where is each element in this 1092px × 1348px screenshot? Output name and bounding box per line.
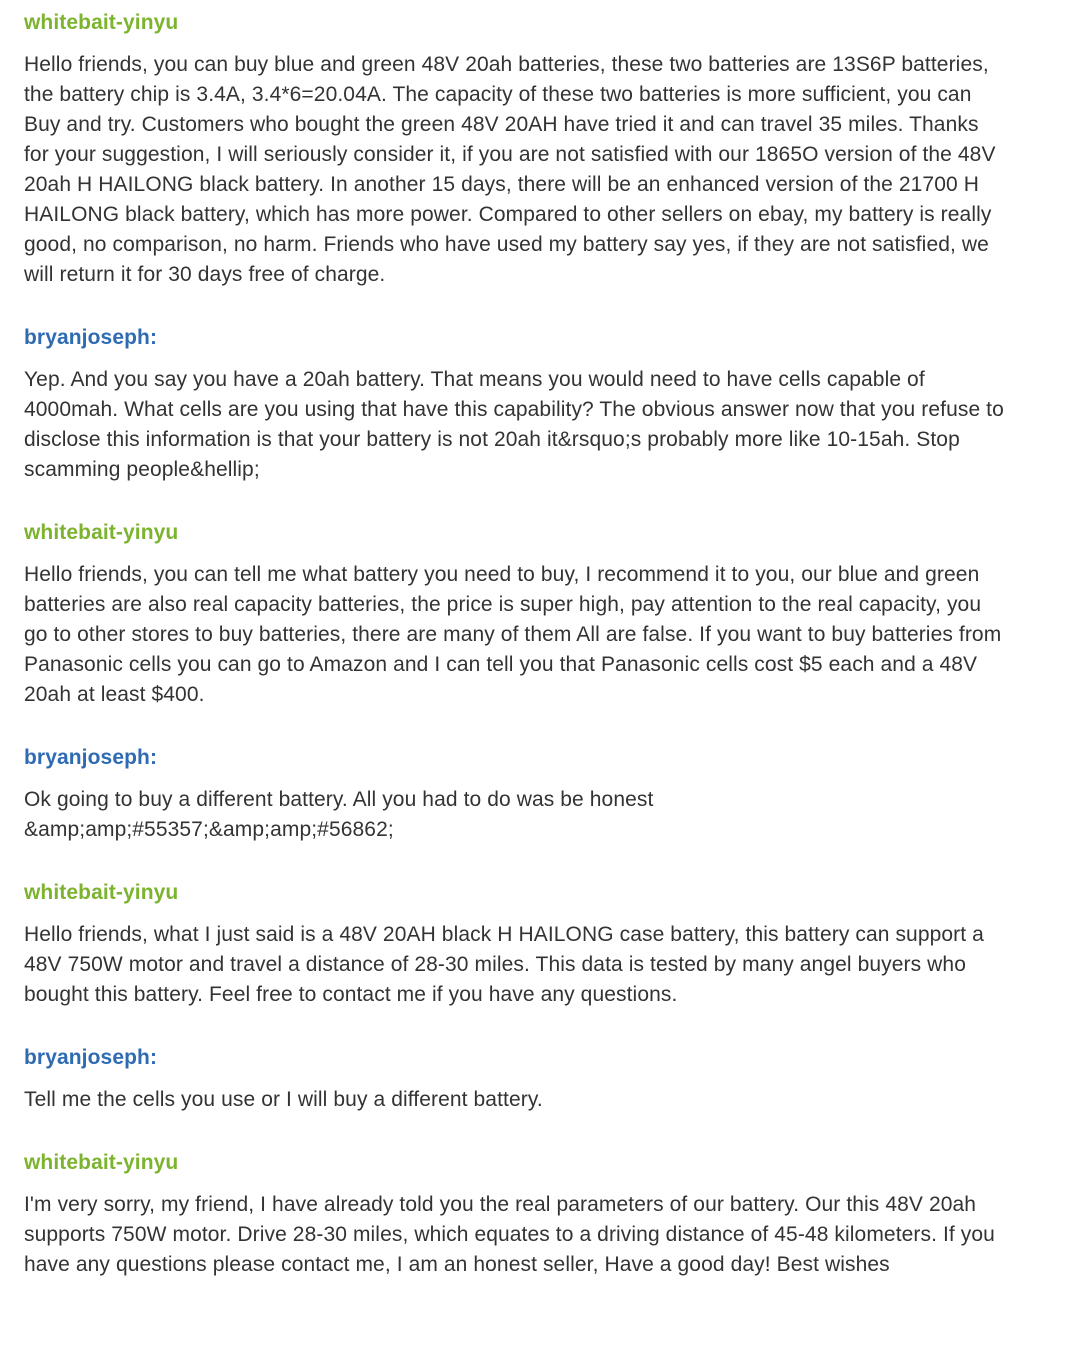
message-text: Hello friends, you can tell me what battery you need to buy, I recommend it to you, our blue and green batteries are also real capacity batteries, the price is super high, pay attention to the real capacity, you go to other stores to buy batteries, there are many of them All are false. If you want to buy batteries from Panasonic cells you can go to Amazon and I can tell you that Panasonic cells cost $5 each and a 48V 20ah at least $400.	[24, 563, 1002, 706]
message-author: bryanjoseph:	[24, 1046, 158, 1069]
message-author: whitebait-yinyu	[24, 1151, 179, 1174]
message	[24, 743, 1068, 845]
message-author: bryanjoseph:	[24, 326, 158, 349]
message-author: whitebait-yinyu	[24, 521, 179, 544]
message	[24, 1148, 1068, 1280]
message	[24, 323, 1068, 485]
message	[24, 518, 1068, 710]
message-text: Hello friends, you can buy blue and green 48V 20ah batteries, these two batteries are 13S6P batteries, the battery chip is 3.4A, 3.4*6=20.04A. The capacity of these two batteries is more sufficient, you can Buy and try. Customers who bought the green 48V 20AH have tried it and can travel 35 miles. Thanks for your suggestion, I will seriously consider it, if you are not satisfied with our 1865O version of the 48V 20ah H HAILONG black battery. In another 15 days, there will be an enhanced version of the 21700 H HAILONG black battery, which has more power. Compared to other sellers on ebay, my battery is really good, no comparison, no harm. Friends who have used my battery say yes, if they are not satisfied, we will return it for 30 days free of charge.	[24, 53, 996, 286]
message-text: Tell me the cells you use or I will buy a different battery.	[24, 1088, 543, 1111]
message-text: I'm very sorry, my friend, I have already told you the real parameters of our battery. Our this 48V 20ah supports 750W motor. Drive 28-30 miles, which equates to a driving distance of 45-48 kilometers. If you have any questions please contact me, I am an honest seller, Have a good day! Best wishes	[24, 1193, 995, 1276]
message-text: Yep. And you say you have a 20ah battery. That means you would need to have cells capable of 4000mah. What cells are you using that have this capability? The obvious answer now that you refuse to disclose this information is that your battery is not 20ah it&rsquo;s probably more like 10-15ah. Stop scamming people&hellip;	[24, 368, 1004, 481]
message-author: whitebait-yinyu	[24, 11, 179, 34]
message	[24, 1043, 1068, 1115]
message-text: Ok going to buy a different battery. All you had to do was be honest &amp;amp;#55357;&amp;amp;#56862;	[24, 788, 654, 841]
message-text: Hello friends, what I just said is a 48V 20AH black H HAILONG case battery, this battery can support a 48V 750W motor and travel a distance of 28-30 miles. This data is tested by many angel buyers who bought this battery. Feel free to contact me if you have any questions.	[24, 923, 984, 1006]
message	[24, 8, 1068, 290]
message-author: whitebait-yinyu	[24, 881, 179, 904]
message-author: bryanjoseph:	[24, 746, 158, 769]
message	[24, 878, 1068, 1010]
